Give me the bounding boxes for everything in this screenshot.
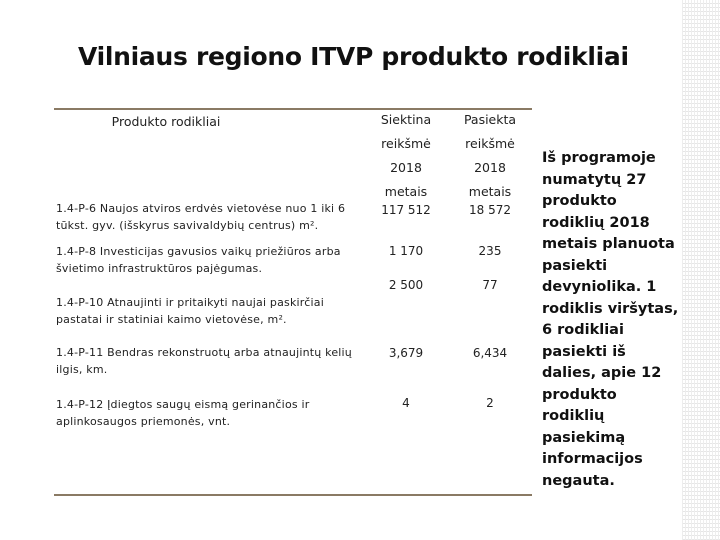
column-header-target-line: reikšmė [381,136,431,151]
table-row-target: 117 512 [381,203,431,217]
column-header-achieved-line: 2018 [474,160,506,175]
table-row-achieved: 77 [482,278,498,292]
table-row-target: 2 500 [388,278,424,292]
column-header-achieved [450,108,530,204]
table-row-achieved: 6,434 [472,346,508,360]
table-row-name: 1.4-P-11 Bendras rekonstruotų arba atnaujintų kelių ilgis, km. [56,346,352,376]
table-row-name: 1.4-P-6 Naujos atviros erdvės vietovėse nuo 1 iki 6 tūkst. gyv. (išskyrus savivaldybių centrus) m². [56,202,346,232]
column-header-achieved-line: reikšmė [465,136,515,151]
column-header-achieved-line: Pasiekta [463,112,517,127]
table-row-achieved: 2 [486,396,494,410]
table-row-name: 1.4-P-8 Investicijas gavusios vaikų priežiūros arba švietimo infrastruktūros pajėgumas. [56,245,341,275]
table-row-name: 1.4-P-10 Atnaujinti ir pritaikyti naujai paskirčiai pastatai ir statiniai kaimo vietovėse, m². [56,296,324,326]
table-row-name: 1.4-P-12 Įdiegtos saugų eismą gerinančios ir aplinkosaugos priemonės, vnt. [56,398,310,428]
column-header-indicators: Produkto rodikliai [111,114,221,129]
summary-note: Iš programoje numatytų 27 produkto rodiklių 2018 metais planuota pasiekti devyniolika. 1 rodiklis viršytas, 6 rodikliai pasiekti iš dalies, apie 12 produkto rodiklių pasiekimą informacijos negauta. [542,150,679,489]
table-row-achieved: 235 [478,244,502,258]
table-bottom-rule [54,494,532,496]
column-header-target-line: Siektina [380,112,432,127]
table-row-target: 4 [402,396,410,410]
column-header-target-line: 2018 [390,160,422,175]
column-header-target [366,108,446,204]
column-header-target-line: metais [384,184,428,199]
table-row-achieved: 18 572 [469,203,511,217]
page-title: Vilniaus regiono ITVP produkto rodikliai [78,42,629,71]
column-header-achieved-line: metais [468,184,512,199]
table-row-target: 3,679 [388,346,424,360]
table-row-target: 1 170 [388,244,424,258]
decorative-edge-pattern [682,0,720,540]
